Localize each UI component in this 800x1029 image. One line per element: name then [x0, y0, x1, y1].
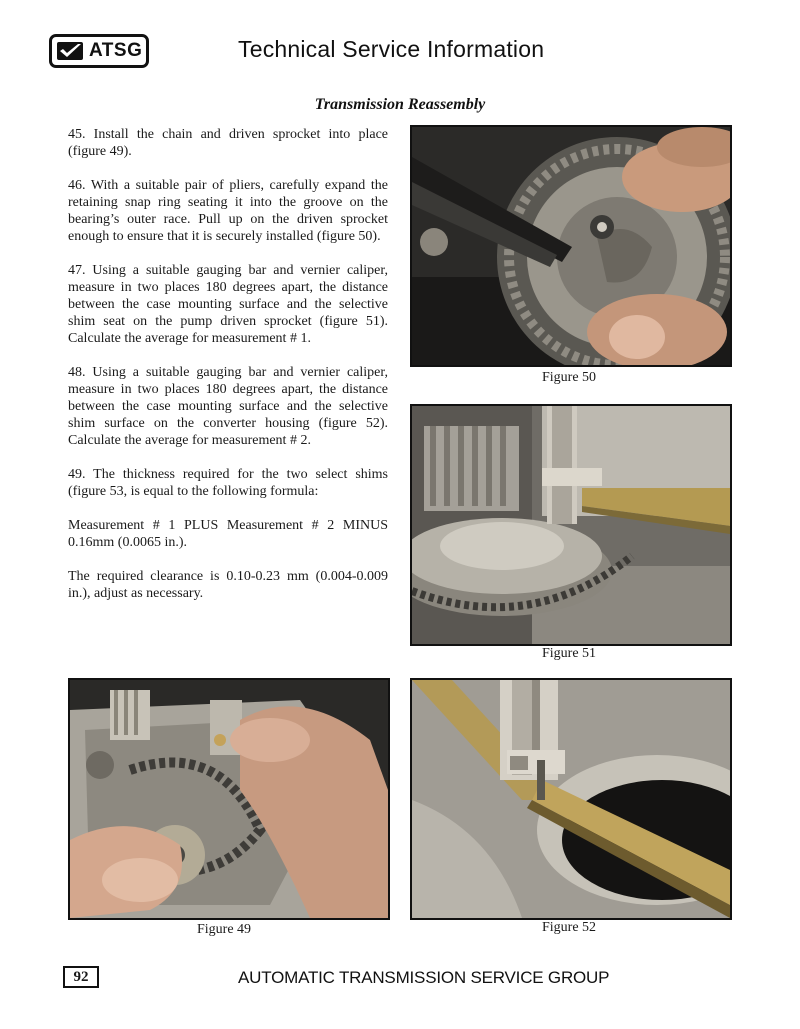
step-46: 46. With a suitable pair of pliers, carefully expand the retaining snap ring seating it into the groove on the bearing’s outer race. Pull up on the driven sprocket enough to ensure that it is securely installed (figure 50). — [68, 178, 388, 244]
formula-text: Measurement # 1 PLUS Measurement # 2 MINUS 0.16mm (0.0065 in.). — [68, 518, 388, 550]
figure-51-photo — [410, 404, 732, 646]
figure-52-caption: Figure 52 — [542, 920, 597, 935]
checkmark-logo-icon — [56, 40, 86, 62]
footer-text: AUTOMATIC TRANSMISSION SERVICE GROUP — [238, 968, 610, 987]
figure-49-caption: Figure 49 — [197, 922, 252, 937]
step-47: 47. Using a suitable gauging bar and vernier caliper, measure in two places 180 degrees apart, the distance between the case mounting surface and the selective shim seat on the pump driven sprocket (figure 51). Calculate the average for measurement # 1. — [68, 263, 388, 346]
figure-51-caption: Figure 51 — [542, 646, 597, 661]
atsg-logo — [49, 34, 149, 68]
section-title: Transmission Reassembly — [314, 96, 486, 113]
logo-text: ATSG — [89, 40, 143, 61]
instructions-text — [68, 126, 388, 619]
figure-50-caption: Figure 50 — [542, 370, 597, 385]
page-title: Technical Service Information — [238, 36, 545, 62]
clearance-text: The required clearance is 0.10-0.23 mm (0.004-0.009 in.), adjust as necessary. — [68, 569, 388, 601]
step-48: 48. Using a suitable gauging bar and vernier caliper, measure in two places 180 degrees apart, the distance between the case mounting surface and the selective shim surface on the converter housing (figure 52). Calculate the average for measurement # 2. — [68, 365, 388, 448]
figure-49-photo — [68, 678, 390, 920]
figure-52-photo — [410, 678, 732, 920]
figure-50-photo — [410, 125, 732, 367]
step-45: 45. Install the chain and driven sprocket into place (figure 49). — [68, 127, 388, 159]
page-number: 92 — [63, 966, 99, 988]
step-49: 49. The thickness required for the two select shims (figure 53, is equal to the following formula: — [68, 467, 388, 499]
